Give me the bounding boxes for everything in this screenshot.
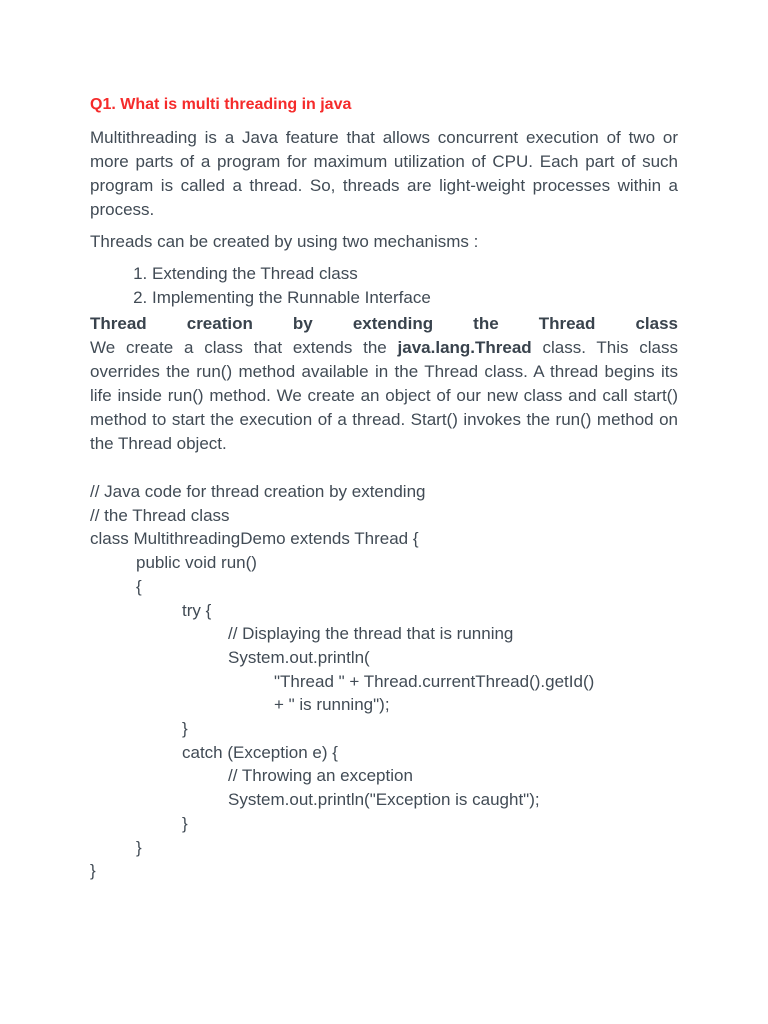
code-line: // Displaying the thread that is running: [228, 624, 514, 644]
code-line: // the Thread class: [90, 505, 230, 525]
code-line: public void run(): [136, 553, 257, 573]
code-line: }: [182, 719, 188, 739]
code-line: + " is running");: [274, 695, 390, 715]
mechanisms-paragraph: Threads can be created by using two mechanisms :: [90, 232, 479, 251]
paragraph-text: class. This class overrides the run() method available in the Thread class. A thread begins its life inside run() method. We create an object of our new class and call start() method to start the execution of a thread. Start() invokes the run() method on the Thread object.: [90, 338, 678, 453]
question-heading: Q1. What is multi threading in java: [90, 96, 352, 113]
section-heading: Thread creation by extending the Thread class: [90, 314, 678, 333]
list-item: 1. Extending the Thread class: [152, 262, 678, 286]
paragraph-text: We create a class that extends the: [90, 338, 398, 357]
code-line: "Thread " + Thread.currentThread().getId(): [274, 671, 595, 691]
code-block: [90, 480, 678, 883]
code-line: // Java code for thread creation by extending: [90, 482, 426, 501]
code-line: }: [136, 837, 142, 857]
code-line: System.out.println(: [228, 647, 370, 667]
code-line: }: [182, 813, 188, 833]
explanation-paragraph: [90, 336, 678, 456]
bold-class-name: java.lang.Thread: [397, 338, 532, 357]
code-line: catch (Exception e) {: [182, 742, 338, 762]
intro-paragraph: Multithreading is a Java feature that allows concurrent execution of two or more parts of a program for maximum utilization of CPU. Each part of such program is called a thread. So, threads are light-weight processes within a process.: [90, 128, 678, 219]
code-line: }: [90, 861, 96, 881]
code-line: // Throwing an exception: [228, 766, 413, 786]
code-line: class MultithreadingDemo extends Thread {: [90, 529, 419, 549]
mechanisms-list: [90, 262, 678, 310]
code-line: System.out.println("Exception is caught");: [228, 790, 540, 810]
list-item: 2. Implementing the Runnable Interface: [152, 286, 678, 310]
code-line: {: [136, 576, 142, 596]
document-page: [0, 95, 768, 1024]
code-line: try {: [182, 600, 212, 620]
